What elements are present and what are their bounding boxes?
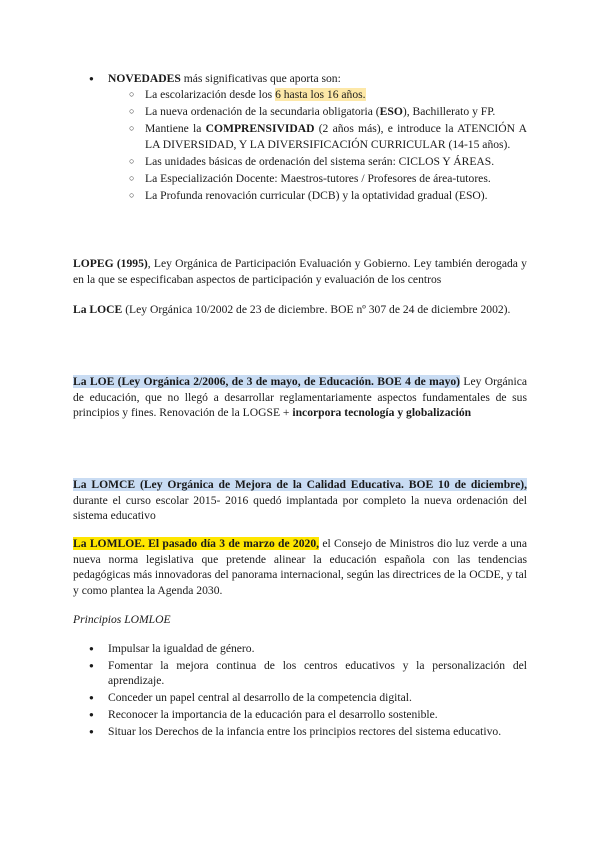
text-span: (Ley Orgánica 10/2002 de 23 de diciembre. BOE nº 307 de 24 de diciembre 2002).: [122, 303, 511, 316]
highlight-span: La LOMLOE. El pasado día 3 de marzo de 2020,: [73, 537, 320, 550]
principios-title: Principios LOMLOE: [73, 613, 171, 626]
bold-span: incorpora tecnología y globalización: [292, 406, 472, 420]
novedades-item: [89, 71, 527, 87]
text-span: La nueva ordenación de la secundaria obligatoria (: [145, 104, 380, 118]
novedades-subitem: [129, 87, 527, 103]
bold-span: ESO: [379, 104, 403, 118]
highlight-span: La LOMCE (Ley Orgánica de Mejora de la Calidad Educativa. BOE 10 de diciembre),: [73, 478, 527, 491]
text-span: el Consejo de Ministros dio luz verde a una nueva norma legislativa que pretende alinear la educación española con las tendencias pedagógicas más innovadoras del panorama internacional, según las directrices de la OCDE, y tal y como plantea la Agenda 2030.: [73, 537, 527, 597]
text-span: Mantiene la: [145, 121, 206, 135]
bold-span: COMPRENSIVIDAD: [205, 121, 315, 135]
principios-item: ● Situar los Derechos de la infancia entre los principios rectores del sistema educativo.: [89, 724, 527, 740]
bold-span: La LOCE: [73, 303, 123, 316]
highlight-span: 6 hasta los 16 años.: [275, 88, 366, 101]
principios-list: [89, 641, 527, 741]
principios-item: ● Fomentar la mejora continua de los centros educativos y la personalización del aprendizaje.: [89, 658, 527, 689]
novedades-subitem: ○ La Especialización Docente: Maestros-tutores / Profesores de área-tutores.: [129, 171, 527, 187]
highlight-span: La LOE (Ley Orgánica 2/2006, de 3 de mayo, de Educación. BOE 4 de mayo): [73, 375, 461, 388]
text-span: durante el curso escolar 2015- 2016 quedó implantada por completo la nueva ordenación del sistema educativo: [73, 493, 527, 523]
novedades-subitem: ○ Las unidades básicas de ordenación del sistema serán: CICLOS Y ÁREAS.: [129, 154, 527, 170]
novedades-subitem: [129, 104, 527, 120]
loce-paragraph: [73, 302, 527, 318]
bold-span: LOPEG (1995): [73, 257, 148, 270]
lomce-paragraph: [73, 477, 527, 524]
principios-item: ● Impulsar la igualdad de género.: [89, 641, 527, 657]
text-span: (2 años más), e introduce la ATENCIÓN A LA DIVERSIDAD, Y LA DIVERSIFICACIÓN CURRICULAR (14-15 años).: [145, 121, 527, 151]
text-span: La escolarización desde los: [145, 88, 276, 101]
text-span: , Ley Orgánica de Participación Evaluación y Gobierno. Ley también derogada y en la que se especificaban aspectos de participación y evaluación de los centros: [73, 257, 527, 286]
novedades-list: [89, 71, 527, 87]
text-span: ), Bachillerato y FP.: [402, 104, 496, 118]
novedades-sublist: [129, 87, 527, 205]
novedades-label: NOVEDADES: [108, 72, 181, 85]
principios-item: ● Reconocer la importancia de la educación para el desarrollo sostenible.: [89, 707, 527, 723]
principios-item: ● Conceder un papel central al desarrollo de la competencia digital.: [89, 690, 527, 706]
loe-paragraph: [73, 374, 527, 421]
novedades-subitem: ○ La Profunda renovación curricular (DCB) y la optatividad gradual (ESO).: [129, 188, 527, 204]
lomloe-paragraph: [73, 536, 527, 598]
lopeg-paragraph: [73, 256, 527, 287]
text-span: Ley Orgánica de educación, que no llegó a desarrollar reglamentariamente aspectos fundamentales de sus principios y fines. Renovación de la LOGSE +: [73, 375, 527, 420]
novedades-subitem: [129, 121, 527, 152]
novedades-intro: más significativas que aporta son:: [180, 72, 341, 85]
